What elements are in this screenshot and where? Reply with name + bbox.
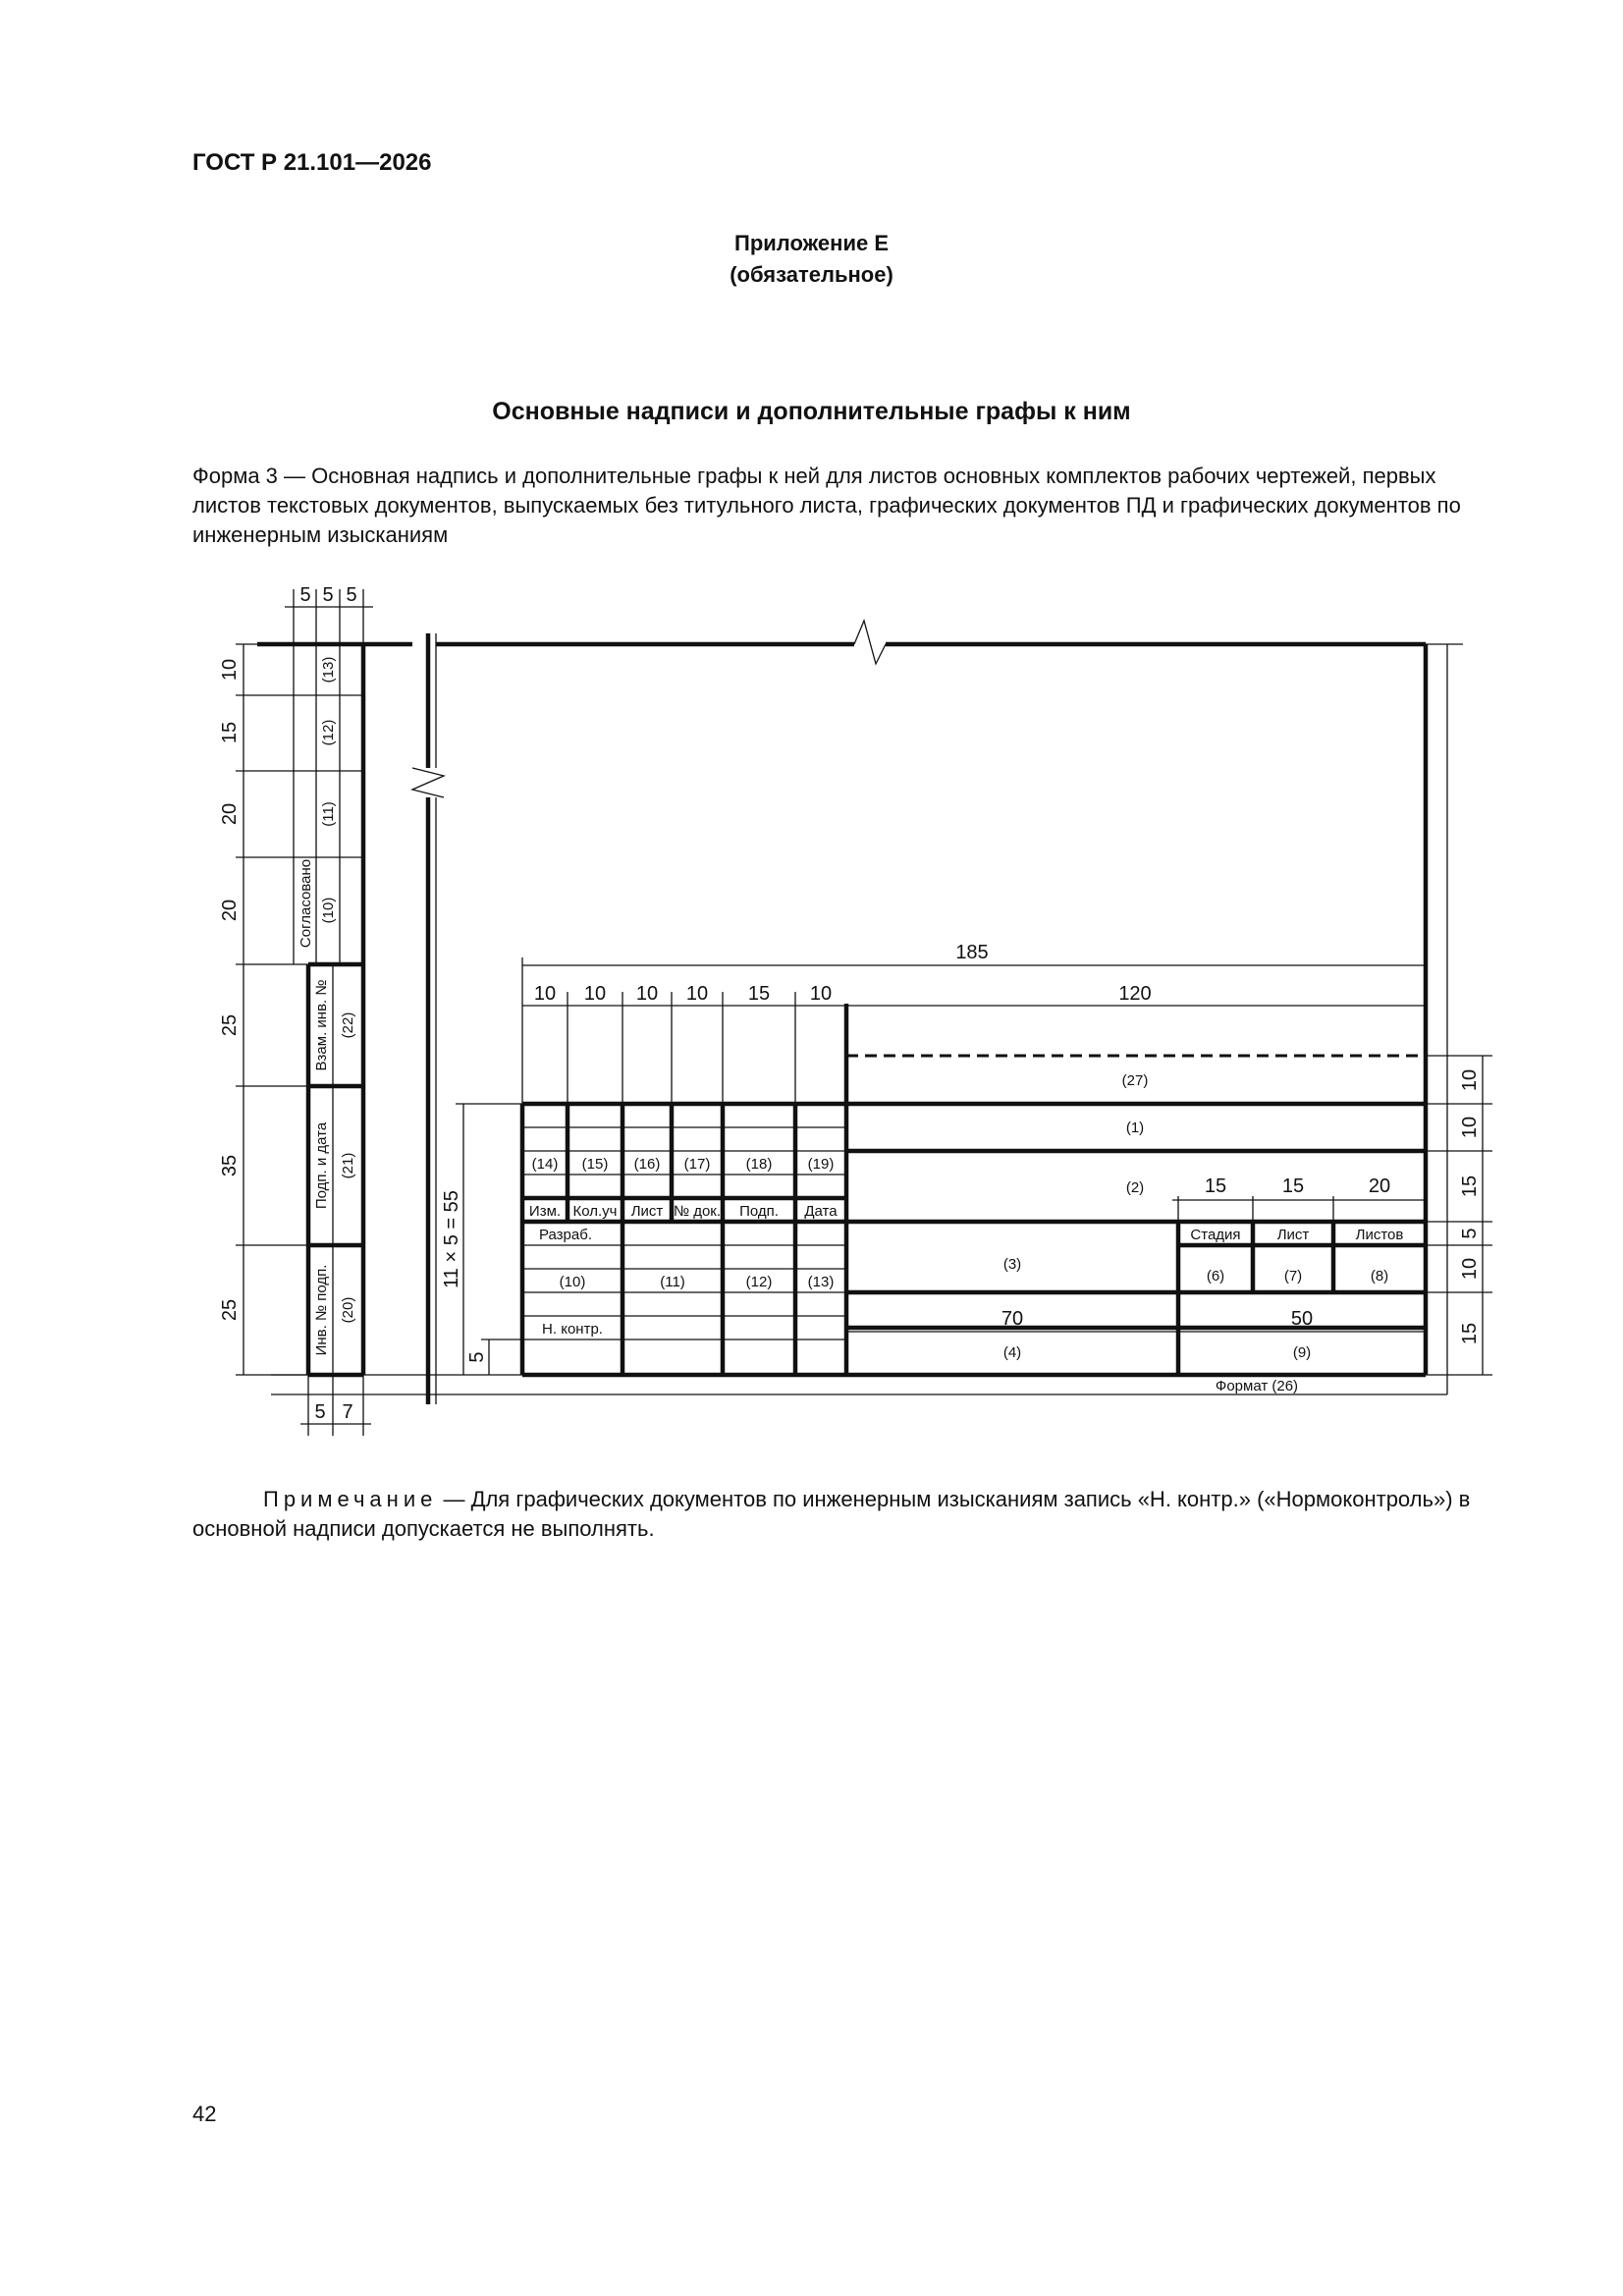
dim-total-width: 185 xyxy=(955,942,989,963)
col-width-7: 120 xyxy=(1118,983,1152,1005)
row-num-14: (14) xyxy=(531,1156,559,1173)
col-width-3: 10 xyxy=(635,983,659,1005)
col-width-4: 10 xyxy=(685,983,709,1005)
right-dim-5: 10 xyxy=(1459,1257,1481,1281)
right-dim-4: 5 xyxy=(1459,1228,1481,1239)
signer-num-11: (11) xyxy=(660,1274,685,1290)
left-dim-1: 10 xyxy=(219,658,241,682)
form-caption: Форма 3 — Основная надпись и дополнительные графы к ней для листов основных комплектов рабочих чертежей, первых листов текстовых документов, выпускаемых без титульного листа, графических документов ПД и графических документов по инженерным изысканиям xyxy=(192,464,1461,547)
signer-num-10: (10) xyxy=(559,1274,586,1290)
side-column-lines xyxy=(257,589,412,1375)
inner-dim-20: 20 xyxy=(1368,1175,1391,1197)
side-num-13: (13) xyxy=(320,656,337,683)
field-6: (6) xyxy=(1206,1268,1225,1285)
left-dim-3: 20 xyxy=(219,802,241,826)
row-label-signature: Подп. xyxy=(739,1203,779,1220)
inner-dim-15a: 15 xyxy=(1204,1175,1227,1197)
right-dim-6: 15 xyxy=(1459,1322,1481,1345)
inner-dim-50: 50 xyxy=(1290,1308,1314,1330)
note-paragraph xyxy=(192,1485,1498,1544)
field-4: (4) xyxy=(1002,1344,1022,1361)
field-27: (27) xyxy=(1121,1072,1149,1089)
left-dim-5: 25 xyxy=(219,1013,241,1037)
row-label-qty: Кол.уч xyxy=(572,1203,618,1220)
note-label: Примечание xyxy=(263,1487,438,1511)
signer-num-12: (12) xyxy=(745,1274,773,1290)
right-dim-1: 10 xyxy=(1459,1068,1481,1092)
right-dim-2: 10 xyxy=(1459,1116,1481,1139)
field-8: (8) xyxy=(1370,1268,1389,1285)
row-label-change: Изм. xyxy=(528,1203,562,1220)
inner-dim-15b: 15 xyxy=(1281,1175,1305,1197)
field-9: (9) xyxy=(1292,1344,1312,1361)
field-2: (2) xyxy=(1125,1179,1145,1196)
left-dim-2: 15 xyxy=(219,721,241,744)
small-dim: 5 xyxy=(466,1351,488,1363)
side-num-11: (11) xyxy=(320,801,337,827)
row-num-19: (19) xyxy=(807,1156,835,1173)
top-dim-1: 5 xyxy=(299,584,311,606)
left-dim-7: 25 xyxy=(219,1298,241,1322)
field-3: (3) xyxy=(1002,1256,1022,1273)
side-label-original-inv: Инв. № подп. xyxy=(313,1264,330,1356)
field-1: (1) xyxy=(1125,1120,1145,1136)
page-number: 42 xyxy=(192,2102,217,2126)
row-label-sheet: Лист xyxy=(630,1203,664,1220)
top-dims xyxy=(299,584,356,606)
signer-num-13: (13) xyxy=(807,1274,835,1290)
bottom-dims xyxy=(300,1375,371,1436)
title-block xyxy=(441,942,1492,1375)
label-sheets: Листов xyxy=(1355,1227,1404,1243)
col-width-6: 10 xyxy=(809,983,833,1005)
left-dim-6: 35 xyxy=(219,1154,241,1177)
bottom-dim-2: 7 xyxy=(342,1401,353,1423)
right-dim-3: 15 xyxy=(1459,1175,1481,1198)
side-label-replacement-inv: Взам. инв. № xyxy=(313,979,330,1071)
col-width-1: 10 xyxy=(533,983,557,1005)
side-num-21: (21) xyxy=(340,1152,356,1179)
note-text: — Для графических документов по инженерным изысканиям запись «Н. контр.» («Нормоконтроль») в основной надписи допускается не выполнять. xyxy=(192,1487,1471,1541)
label-sheet: Лист xyxy=(1276,1227,1310,1243)
appendix-title: Приложение Е xyxy=(734,231,889,255)
row-num-18: (18) xyxy=(745,1156,773,1173)
row-label-date: Дата xyxy=(804,1203,838,1220)
format-label: Формат (26) xyxy=(1215,1378,1299,1394)
bottom-dim-1: 5 xyxy=(314,1401,326,1423)
signer-norm-control: Н. контр. xyxy=(542,1321,603,1338)
row-num-15: (15) xyxy=(581,1156,609,1173)
top-dim-2: 5 xyxy=(322,584,334,606)
standard-header: ГОСТ Р 21.101—2026 xyxy=(192,149,432,176)
side-num-12: (12) xyxy=(320,719,337,746)
side-label-agreed: Согласовано xyxy=(298,858,314,949)
section-title: Основные надписи и дополнительные графы к ним xyxy=(492,398,1131,425)
side-num-22: (22) xyxy=(340,1011,356,1039)
row-height-total: 11 × 5 = 55 xyxy=(441,1190,462,1288)
col-width-2: 10 xyxy=(583,983,607,1005)
side-label-signature-date: Подп. и дата xyxy=(313,1121,330,1210)
row-label-doc-no: № док. xyxy=(673,1203,722,1220)
label-stage: Стадия xyxy=(1190,1227,1241,1243)
left-dims xyxy=(219,644,308,1375)
row-num-16: (16) xyxy=(633,1156,661,1173)
signer-developed: Разраб. xyxy=(538,1227,593,1243)
side-num-10: (10) xyxy=(320,897,337,924)
appendix-status: (обязательное) xyxy=(730,262,893,287)
side-num-20: (20) xyxy=(340,1296,356,1324)
col-width-5: 15 xyxy=(747,983,771,1005)
inner-dim-70: 70 xyxy=(1001,1308,1024,1330)
top-dim-3: 5 xyxy=(346,584,357,606)
field-7: (7) xyxy=(1283,1268,1303,1285)
left-dim-4: 20 xyxy=(219,899,241,922)
row-num-17: (17) xyxy=(683,1156,711,1173)
